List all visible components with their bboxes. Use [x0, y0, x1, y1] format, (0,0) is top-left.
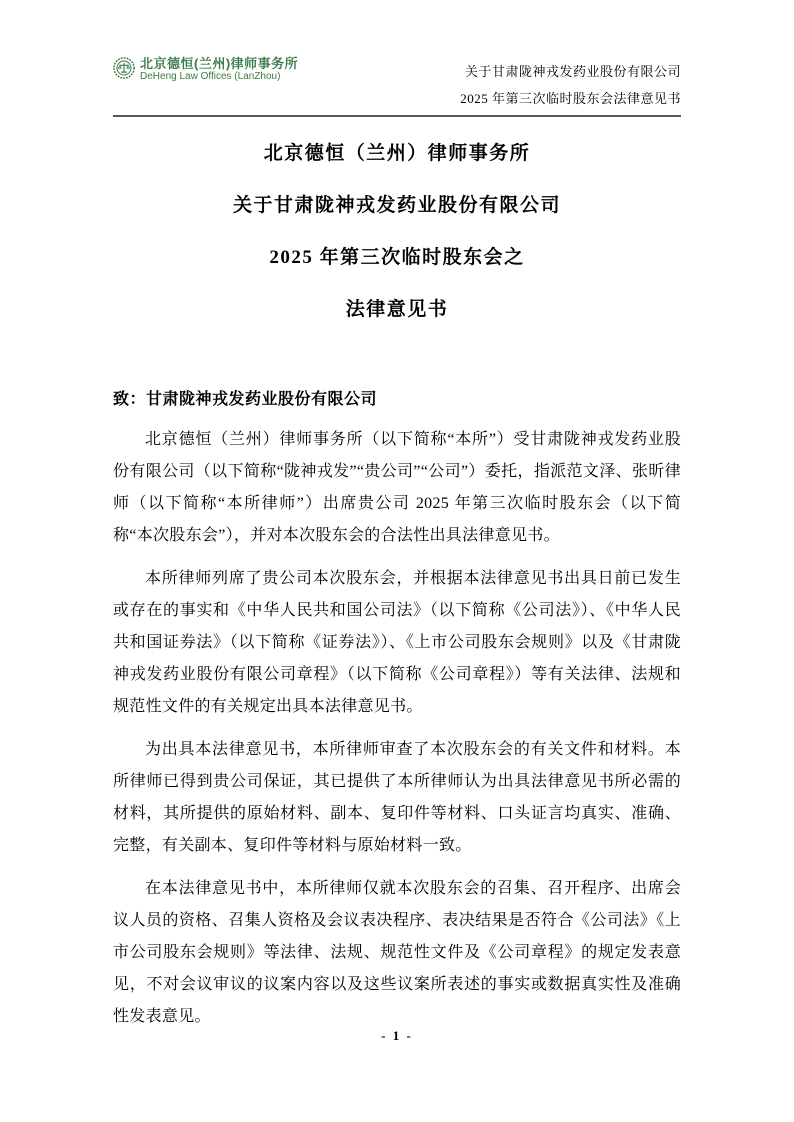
doc-title-line-2: 关于甘肃陇神戎发药业股份有限公司: [232, 195, 561, 216]
header-doc-reference: [460, 58, 681, 112]
document-body: [113, 387, 681, 1033]
doc-title-line-4: 法律意见书: [345, 299, 449, 320]
doc-title-line-3: 2025 年第三次临时股东会之: [269, 247, 525, 268]
page-header: [113, 55, 681, 112]
header-divider: [113, 115, 681, 117]
law-firm-emblem-icon: [113, 57, 135, 79]
logo-name-cn: 北京德恒(兰州)律师事务所: [140, 56, 299, 71]
body-paragraph-2: 本所律师列席了贵公司本次股东会，并根据本法律意见书出具日前已发生或存在的事实和《中华人民共和国公司法》（以下简称《公司法》）、《中华人民共和国证券法》（以下简称《证券法》）、《上市公司股东会规则》以及《甘肃陇神戎发药业股份有限公司章程》（以下简称《公司章程》）等有关法律、法规和规范性文件的有关规定出具本法律意见书。: [113, 570, 681, 715]
body-paragraph-3: 为出具本法律意见书，本所律师审查了本次股东会的有关文件和材料。本所律师已得到贵公司保证，其已提供了本所律师认为出具法律意见书所必需的材料，其所提供的原始材料、副本、复印件等材料、口头证言均真实、准确、完整，有关副本、复印件等材料与原始材料一致。: [113, 741, 681, 854]
header-ref-line-1: 关于甘肃陇神戎发药业股份有限公司: [464, 64, 681, 79]
body-paragraph-1: 北京德恒（兰州）律师事务所（以下简称“本所”）受甘肃陇神戎发药业股份有限公司（以下简称“陇神戎发”“贵公司”“公司”）委托，指派范文泽、张昕律师（以下简称“本所律师”）出席贵公司 2025 年第三次临时股东会（以下简称“本次股东会”），并对本次股东会的合法性出具法律意见书。: [113, 431, 681, 544]
page-number: - 1 -: [381, 1028, 413, 1043]
document-title-block: [113, 141, 681, 323]
body-paragraph-4: 在本法律意见书中，本所律师仅就本次股东会的召集、召开程序、出席会议人员的资格、召集人资格及会议表决程序、表决结果是否符合《公司法》《上市公司股东会规则》等法律、法规、规范性文件及《公司章程》的规定发表意见，不对会议审议的议案内容以及这些议案所表述的事实或数据真实性及准确性发表意见。: [113, 880, 681, 1025]
firm-logo: [113, 56, 298, 83]
logo-text: [140, 56, 298, 83]
logo-name-en: DeHeng Law Offices (LanZhou): [140, 71, 281, 82]
doc-title-line-1: 北京德恒（兰州）律师事务所: [263, 143, 531, 164]
header-ref-line-2: 2025 年第三次临时股东会法律意见书: [460, 91, 681, 106]
salutation-line: 致：甘肃陇神戎发药业股份有限公司: [113, 391, 378, 408]
